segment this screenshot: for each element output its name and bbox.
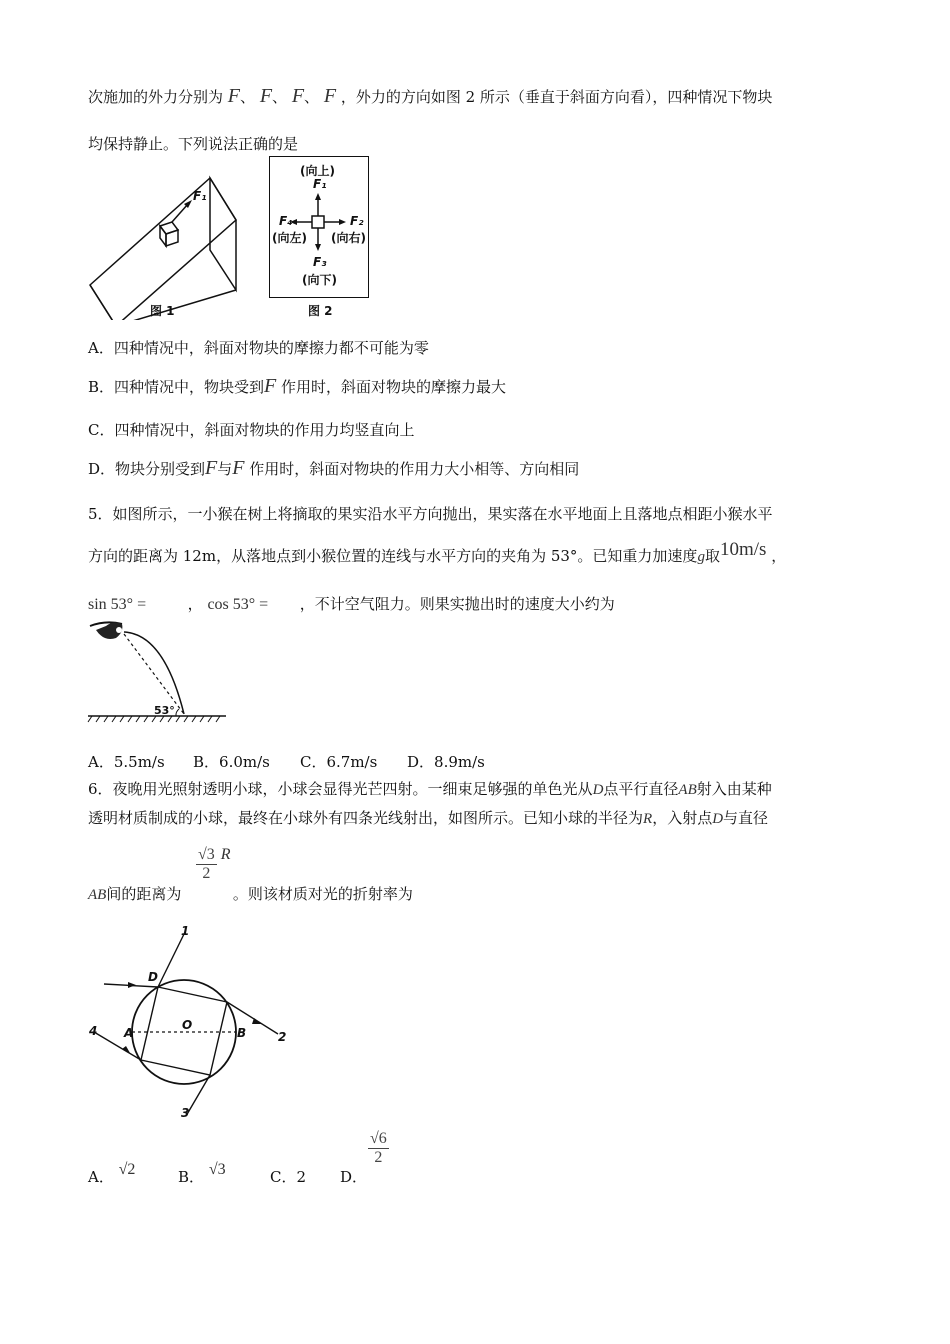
ray-label-1: 1 [181, 924, 190, 938]
fraction-denominator: 2 [374, 1149, 383, 1166]
symbol-r: R [220, 846, 231, 863]
q6-stem-line-1 [88, 779, 772, 800]
q6-option-d-label: D． [340, 1168, 368, 1186]
fraction-numerator: √3 [198, 846, 215, 863]
arrow-down-icon [315, 244, 321, 251]
q6-stem-text-2b: ，入射点 [652, 809, 713, 827]
q4-option-b [88, 376, 506, 397]
force-f4-symbol: F [323, 85, 337, 107]
symbol-ab: AB [88, 887, 107, 903]
point-b-label: B [237, 1026, 247, 1040]
q6-option-a-label: A． [88, 1168, 114, 1186]
separator: 、 [240, 88, 256, 106]
figure-1-incline [88, 160, 248, 320]
figure-2-caption: 图 2 [308, 304, 333, 318]
fraction [196, 846, 217, 883]
q4-stem-text-2: ，外力的方向如图 2 所示（垂直于斜面方向看），四种情况下物块 [340, 88, 773, 106]
q6-stem-line-3 [88, 884, 413, 905]
q4-option-d-text: D．物块分别受到 [88, 460, 206, 478]
label-left: (向左) [272, 231, 307, 245]
q5-option-a: A．5.5m/s [88, 753, 165, 771]
q5-stem-comma: ， [771, 547, 787, 565]
ray-label-2: 2 [278, 1030, 287, 1044]
label-f2: F₂ [350, 214, 364, 228]
label-right: (向右) [331, 231, 366, 245]
q6-option-c: C．2 [270, 1168, 307, 1186]
arrow-right-icon [339, 219, 346, 225]
q5-option-c: C．6.7m/s [300, 753, 378, 771]
cos-53: cos 53° = [207, 596, 269, 613]
label-f3: F₃ [313, 255, 327, 269]
ray-1 [158, 930, 186, 987]
symbol-r: R [643, 811, 653, 827]
fraction-numerator: √6 [370, 1130, 387, 1147]
label-f1: F₁ [313, 177, 327, 191]
incline-top-face [90, 178, 236, 320]
angle-label: 53° [154, 704, 175, 717]
q6-stem-text-b: 点平行直径 [603, 780, 679, 798]
force-f3-symbol: F [291, 85, 305, 107]
q6-stem-text: 6．夜晚用光照射透明小球，小球会显得光芒四射。一细束足够强的单色光从 [88, 780, 593, 798]
q5-comma: ， [187, 595, 203, 613]
q5-stem-text-3: ，不计空气阻力。则果实抛出时的速度大小约为 [299, 595, 615, 613]
q4-option-d-text-2: 作用时，斜面对物块的作用力大小相等、方向相同 [249, 460, 580, 478]
q5-stem-line-2 [88, 539, 787, 567]
q6-stem-text-2c: 与直径 [723, 809, 769, 827]
q6-stem-text-2: 透明材质制成的小球，最终在小球外有四条光线射出，如图所示。已知小球的半径为 [88, 809, 644, 827]
q5-option-d: D．8.9m/s [407, 753, 485, 771]
q4-option-b-text: B．四种情况中，物块受到 [88, 378, 265, 396]
q4-option-d [88, 458, 579, 479]
dashed-line [124, 634, 184, 714]
separator: 、 [304, 88, 320, 106]
ray-label-3: 3 [181, 1106, 190, 1120]
q6-option-b [178, 1161, 226, 1187]
figure-1-force-label: F₁ [193, 189, 207, 203]
q6-option-a-value: √2 [118, 1161, 136, 1178]
q5-stem-take: 取 [704, 547, 720, 565]
block-square [312, 216, 324, 228]
label-f4: F₄ [279, 214, 293, 228]
symbol-d: D [592, 782, 604, 798]
q4-stem-text: 次施加的外力分别为 [88, 88, 224, 106]
q6-stem-line-2 [88, 808, 768, 829]
arrowhead-icon [122, 1046, 130, 1053]
q5-stem-line-1: 5．如图所示，一小猴在树上将摘取的果实沿水平方向抛出，果实落在水平地面上且落地点相距小猴水平 [88, 505, 773, 523]
force-symbol: F [232, 457, 245, 479]
angle-arc [176, 709, 179, 716]
force-symbol: F [205, 457, 218, 479]
q4-stem-line-1 [88, 86, 772, 107]
q6-option-d-fraction [368, 1130, 389, 1167]
point-a-label: A [124, 1026, 134, 1040]
q5-stem-text: 方向的距离为 12m，从落地点到小猴位置的连线与水平方向的夹角为 53°。已知重力加速度 [88, 547, 698, 565]
q5-stem-line-3 [88, 594, 615, 615]
fraction [368, 1130, 389, 1167]
q6-option-b-label: B． [178, 1168, 205, 1186]
q6-stem-text-3b: 。则该材质对光的折射率为 [232, 885, 413, 903]
fraction-root3-over-2 [196, 846, 246, 883]
point-o-label: O [182, 1018, 193, 1032]
q6-stem-text-c: 射入由某种 [696, 780, 772, 798]
arrowhead-icon [128, 982, 136, 988]
label-down: (向下) [302, 273, 337, 287]
symbol-g: g [697, 549, 705, 565]
force-f1-symbol: F [227, 85, 241, 107]
q5-option-b: B．6.0m/s [193, 753, 270, 771]
symbol-ab: AB [678, 782, 697, 798]
monkey-eye [116, 627, 122, 633]
q4-option-d-mid: 与 [217, 460, 233, 478]
q4-option-a: A．四种情况中，斜面对物块的摩擦力都不可能为零 [88, 339, 429, 357]
symbol-d: D [712, 811, 724, 827]
q6-option-a [88, 1161, 136, 1187]
g-value: 10m/s [719, 539, 767, 560]
ray-label-4: 4 [89, 1024, 98, 1038]
q4-stem-line-2: 均保持静止。下列说法正确的是 [88, 135, 299, 153]
separator: 、 [272, 88, 288, 106]
q4-option-c: C．四种情况中，斜面对物块的作用力均竖直向上 [88, 421, 415, 439]
q6-option-b-value: √3 [208, 1161, 226, 1178]
sin-53: sin 53° = [88, 596, 147, 613]
figure-1-caption: 图 1 [150, 304, 175, 318]
q6-option-d [340, 1166, 367, 1187]
force-f2-symbol: F [259, 85, 273, 107]
label-up: (向上) [300, 164, 335, 178]
fraction-denominator: 2 [202, 865, 211, 882]
point-d-label: D [148, 970, 158, 984]
arrow-up-icon [315, 193, 321, 200]
force-symbol: F [264, 375, 277, 397]
q4-option-b-text-2: 作用时，斜面对物块的摩擦力最大 [281, 378, 507, 396]
q6-stem-text-3: 间的距离为 [106, 885, 182, 903]
